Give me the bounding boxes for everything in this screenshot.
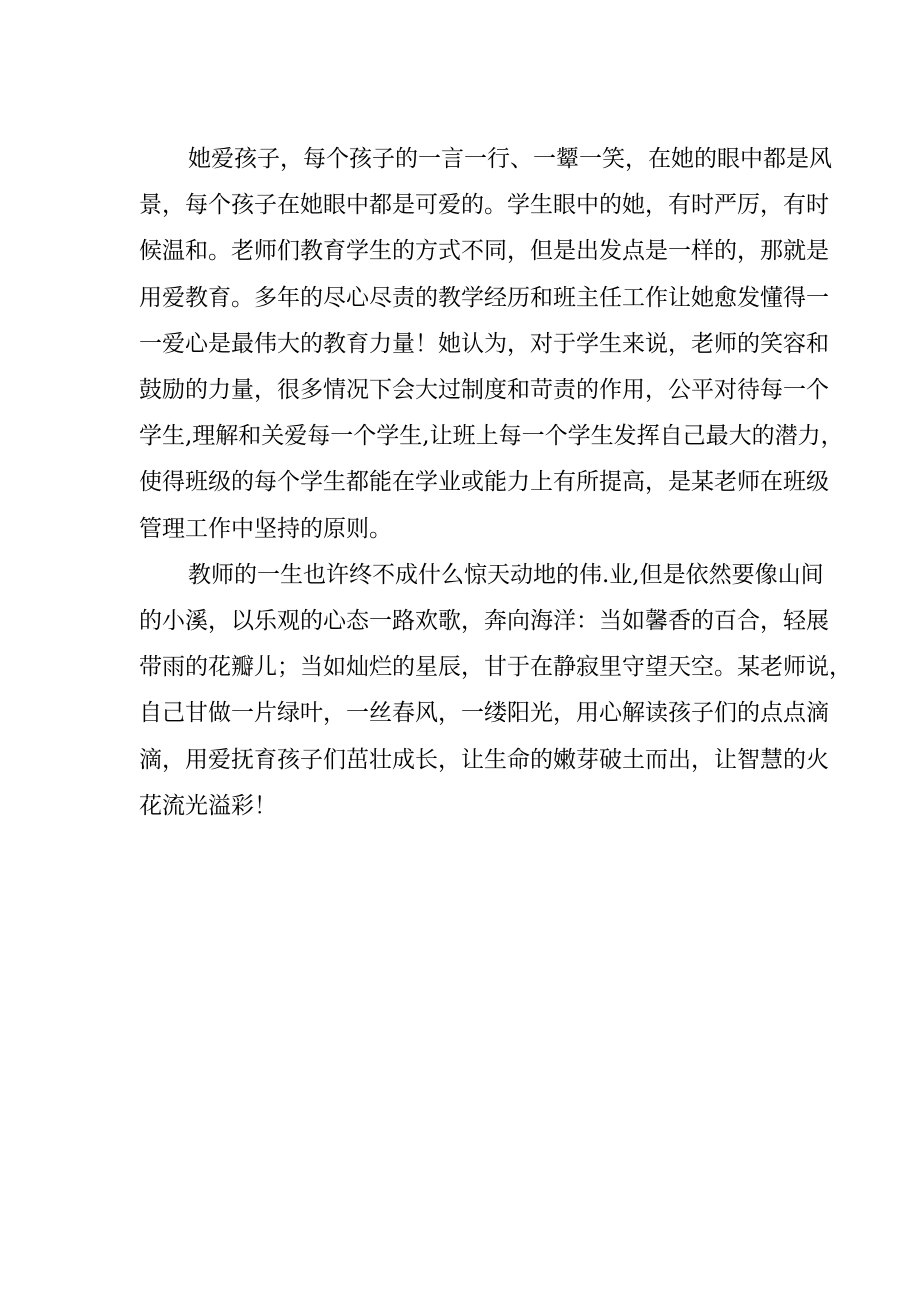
paragraph-1-line: 景，每个孩子在她眼中都是可爱的。学生眼中的她，有时严厉，有时 [139,192,829,219]
paragraph-1-line: 候温和。老师们教育学生的方式不同，但是出发点是一样的，那就是 [139,238,829,265]
paragraph-1-line: 一爱心是最伟大的教育力量！她认为，对于学生来说，老师的笑容和 [139,330,829,357]
paragraph-2-line: 的小溪，以乐观的心态一路欢歌，奔向海洋：当如馨香的百合，轻展 [139,608,829,635]
paragraph-2-line: 滴，用爱抚育孩子们茁壮成长，让生命的嫩芽破土而出，让智慧的火 [139,746,829,773]
paragraph-2-line: 教师的一生也许终不成什么惊天动地的伟.业,但是依然要像山间 [188,561,824,588]
paragraph-1 [139,136,844,552]
paragraph-2-line: 花流光溢彩！ [139,792,277,819]
paragraph-1-line: 鼓励的力量，很多情况下会大过制度和苛责的作用，公平对待每一个 [139,377,829,404]
paragraph-1-line: 学生,理解和关爱每一个学生,让班上每一个学生发挥自己最大的潜力， [139,423,844,450]
paragraph-2-line: 自己甘做一片绿叶，一丝春风，一缕阳光，用心解读孩子们的点点滴 [139,700,829,727]
document-body [139,136,852,829]
paragraph-2-line: 带雨的花瓣儿；当如灿烂的星辰，甘于在静寂里守望天空。某老师说， [139,654,852,681]
paragraph-1-line: 管理工作中坚持的原则。 [139,515,392,542]
paragraph-2 [139,552,852,829]
paragraph-1-line: 使得班级的每个学生都能在学业或能力上有所提高，是某老师在班级 [139,469,829,496]
paragraph-1-line: 她爱孩子，每个孩子的一言一行、一颦一笑，在她的眼中都是风 [188,146,832,172]
paragraph-1-line: 用爱教育。多年的尽心尽责的教学经历和班主任工作让她愈发懂得一 [139,284,829,311]
